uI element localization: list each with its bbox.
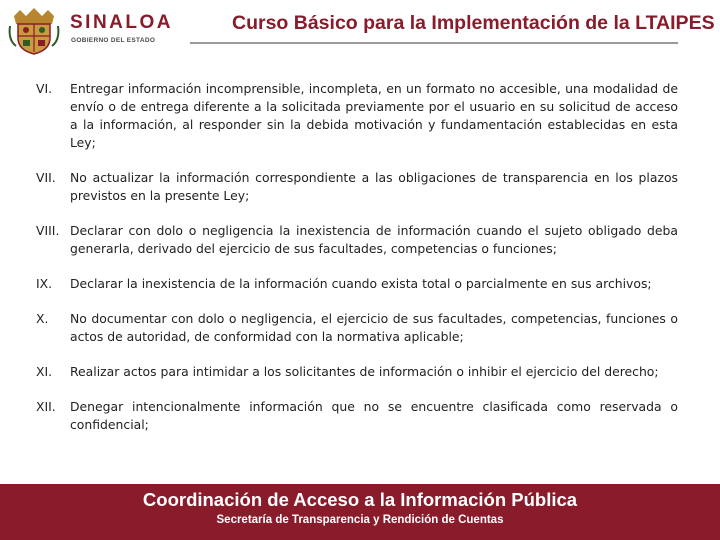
header-divider: [190, 42, 678, 44]
brand-subtitle: GOBIERNO DEL ESTADO: [71, 37, 156, 44]
fractions-list: [36, 80, 678, 451]
item-number: X.: [36, 311, 49, 326]
item-text: Denegar intencionalmente información que no se encuentre clasificada como reservada o confidencial;: [70, 399, 678, 432]
list-item: [36, 80, 678, 152]
item-text: No actualizar la información correspondiente a las obligaciones de transparencia en los plazos previstos en la presente Ley;: [70, 170, 678, 203]
footer-title: Coordinación de Acceso a la Información Pública: [142, 489, 578, 510]
sinaloa-coat-of-arms-icon: [6, 6, 62, 56]
item-text: Declarar con dolo o negligencia la inexistencia de información cuando el sujeto obligado deba generarla, derivado del ejercicio de sus facultades, competencias o funciones;: [70, 223, 678, 256]
item-text: Realizar actos para intimidar a los solicitantes de información o inhibir el ejercicio del derecho;: [70, 364, 659, 379]
list-item: [36, 310, 678, 346]
list-item: [36, 363, 678, 381]
item-text: Entregar información incomprensible, incompleta, en un formato no accesible, una modalidad de envío o de entrega diferente a la solicitada previamente por el usuario en su solicitud de acceso a la información, al responder sin la debida motivación y fundamentación establecidas en esta Ley;: [70, 81, 678, 150]
list-item: [36, 398, 678, 434]
item-number: VIII.: [36, 223, 60, 238]
list-item: [36, 222, 678, 258]
item-text: No documentar con dolo o negligencia, el ejercicio de sus facultades, competencias, funciones o actos de autoridad, de conformidad con la normativa aplicable;: [70, 311, 678, 344]
item-number: VII.: [36, 170, 56, 185]
item-text: Declarar la inexistencia de la información cuando exista total o parcialmente en sus archivos;: [70, 276, 652, 291]
list-item: [36, 275, 678, 293]
list-item: [36, 169, 678, 205]
brand-name: SINALOA: [70, 12, 173, 33]
page-title: Curso Básico para la Implementación de la LTAIPES: [232, 12, 715, 34]
slide-footer: [0, 484, 720, 540]
slide-header: [0, 0, 720, 60]
item-number: XII.: [36, 399, 56, 414]
item-number: IX.: [36, 276, 53, 291]
footer-subtitle: Secretaría de Transparencia y Rendición de Cuentas: [216, 514, 504, 526]
item-number: VI.: [36, 81, 53, 96]
item-number: XI.: [36, 364, 53, 379]
